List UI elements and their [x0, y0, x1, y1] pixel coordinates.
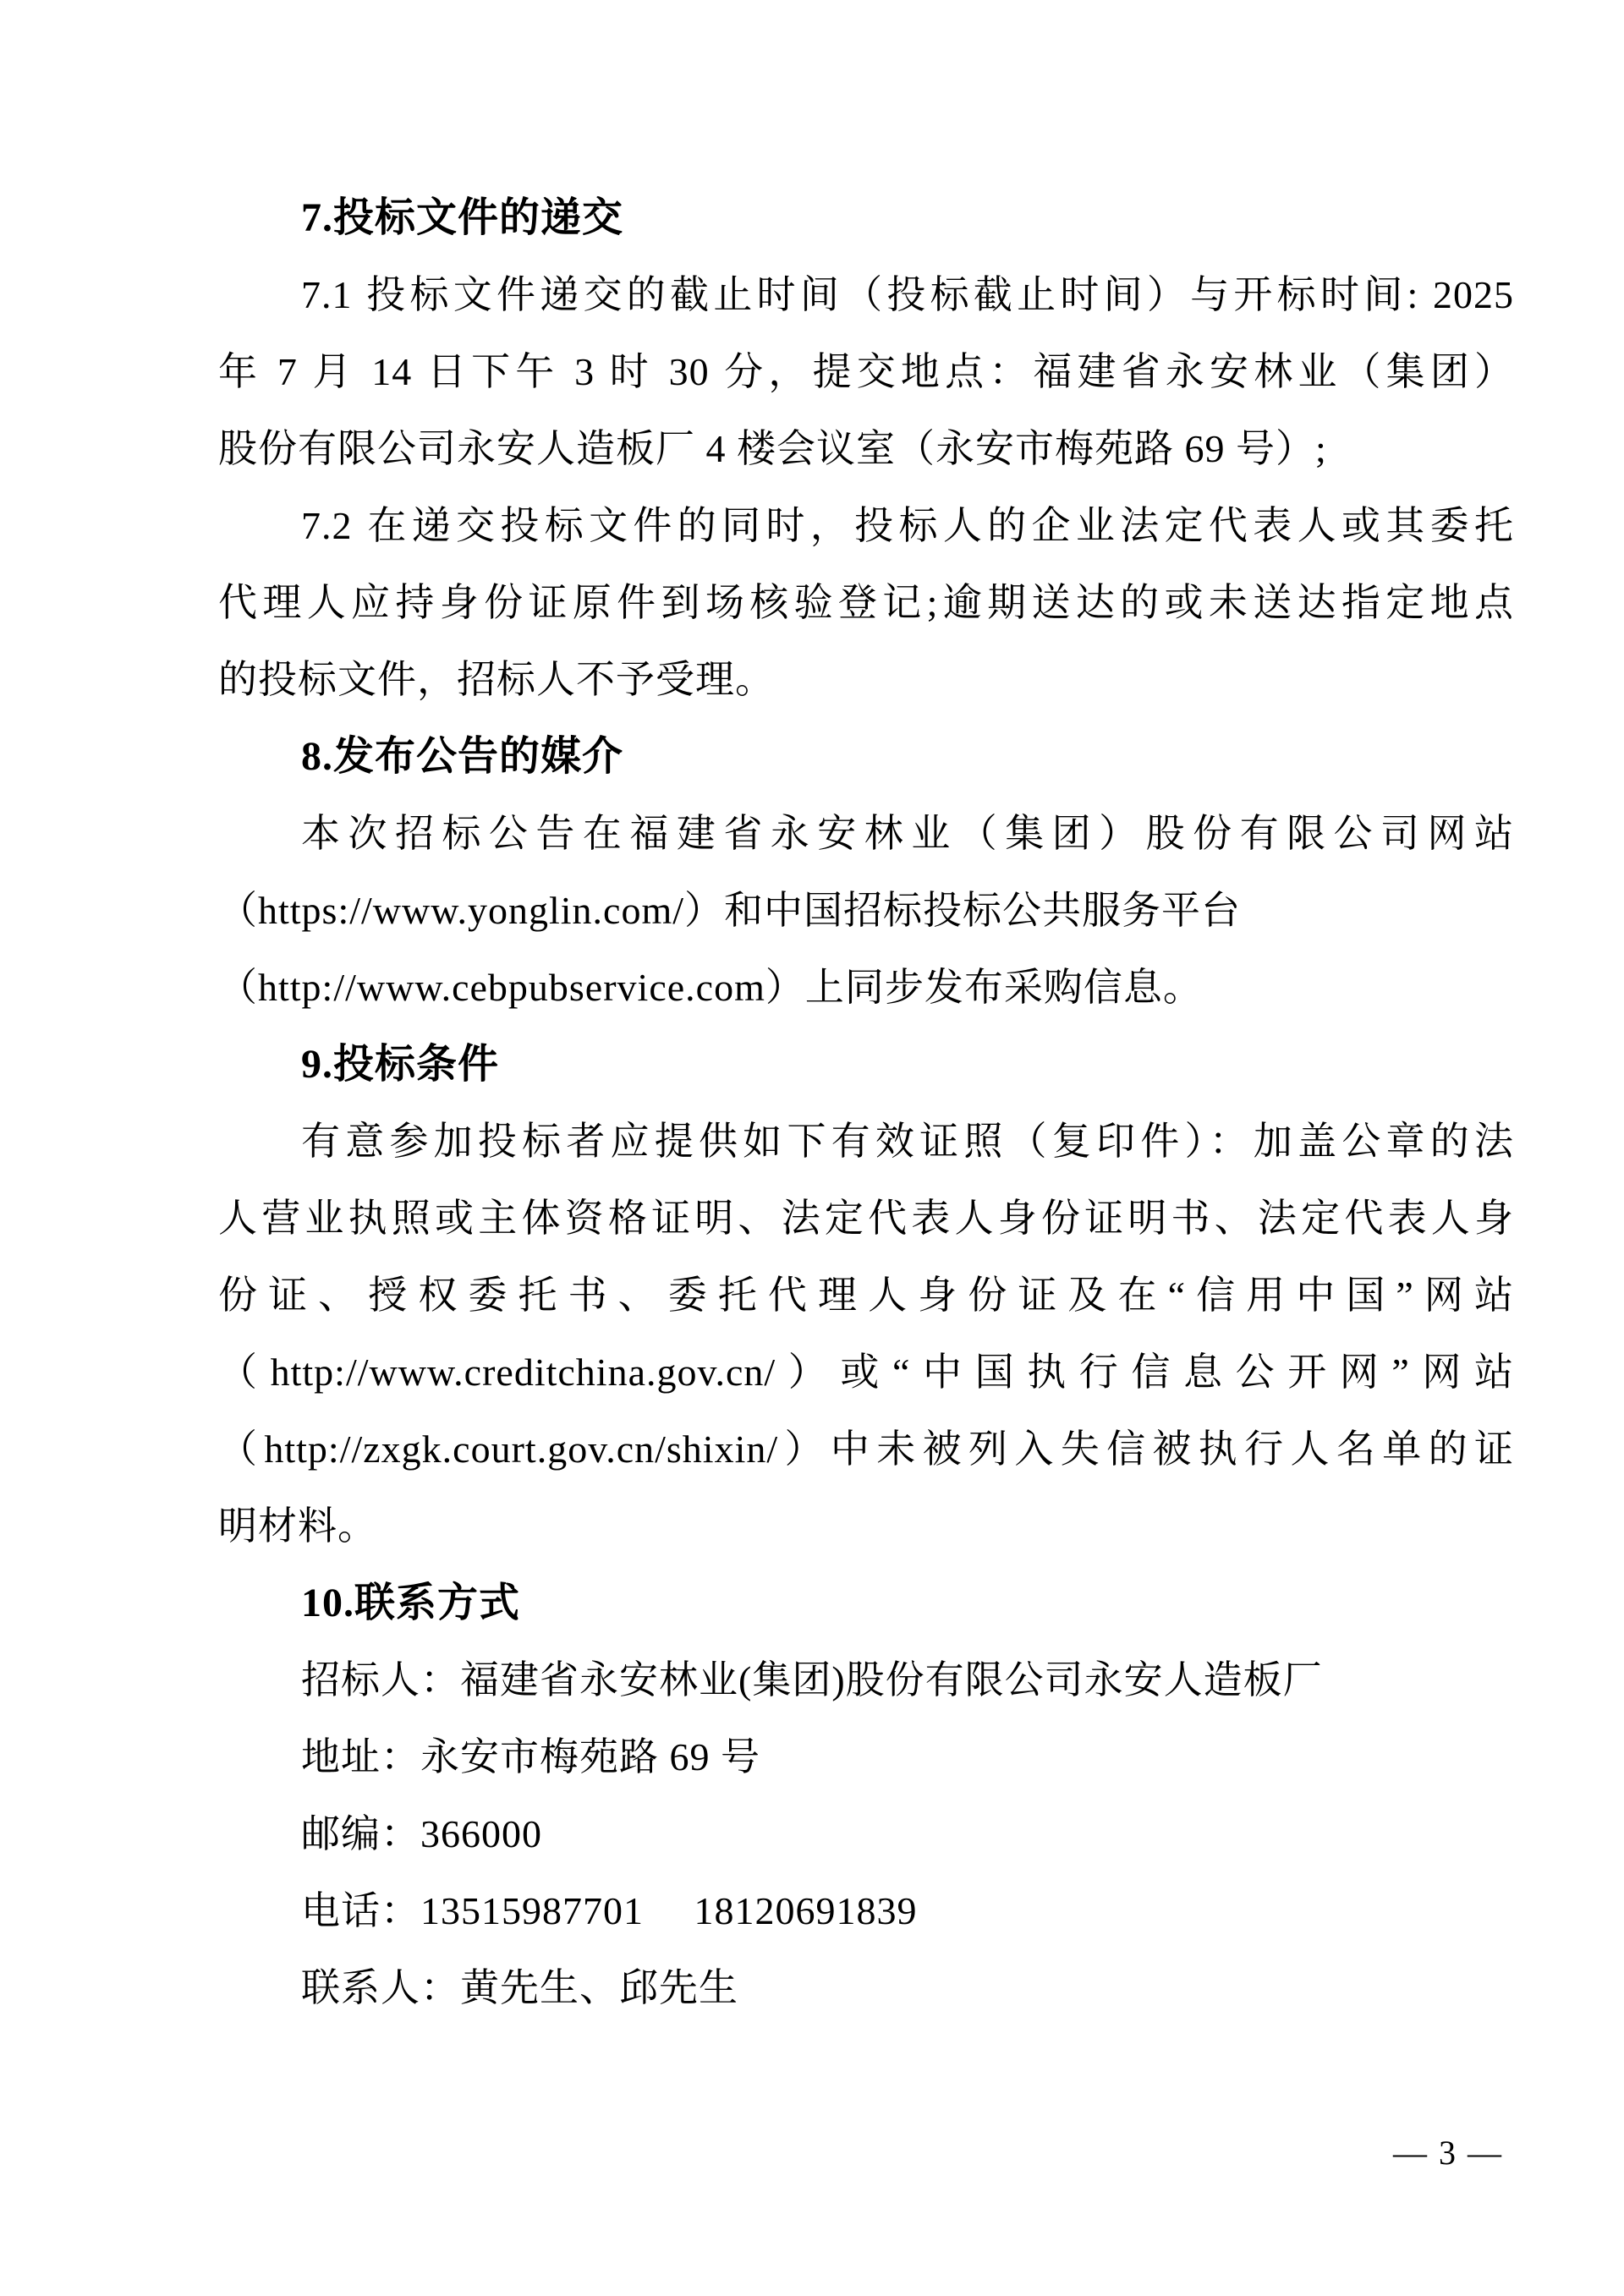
para-9-line-2: 人营业执照或主体资格证明、法定代表人身份证明书、法定代表人身 — [218, 1197, 1514, 1240]
section-8-heading: 8.发布公告的媒介 — [301, 734, 624, 779]
para-7-2-line-2: 代理人应持身份证原件到场核验登记;逾期送达的或未送达指定地点 — [218, 581, 1514, 624]
para-7-1-line-3: 股份有限公司永安人造板厂 4 楼会议室（永安市梅苑路 69 号）; — [218, 427, 1327, 470]
contact-phone-line: 电话：13515987701 18120691839 — [301, 1889, 918, 1932]
contact-address-line: 地址：永安市梅苑路 69 号 — [301, 1735, 760, 1778]
para-8-line-2-yonglin-url: （https://www.yonglin.com/）和中国招标投标公共服务平台 — [218, 889, 1242, 932]
para-9-line-5-zxgk-url: （http://zxgk.court.gov.cn/shixin/）中未被列入失信被执行人名单的证 — [218, 1427, 1514, 1471]
para-7-2-line-3: 的投标文件，招标人不予受理。 — [218, 658, 775, 701]
para-9-line-1: 有意参加投标者应提供如下有效证照（复印件）：加盖公章的法 — [301, 1120, 1514, 1163]
para-8-line-1: 本次招标公告在福建省永安林业（集团）股份有限公司网站 — [301, 812, 1514, 855]
para-9-line-4-creditchina-url: （http://www.creditchina.gov.cn/）或“中国执行信息公开网”网站 — [218, 1351, 1514, 1394]
document-body — [218, 179, 1514, 2026]
section-10-heading: 10.联系方式 — [301, 1581, 521, 1625]
para-8-line-3-cebpubservice-url: （http://www.cebpubservice.com）上同步发布采购信息。 — [218, 966, 1203, 1009]
contact-postcode-line: 邮编：366000 — [301, 1812, 542, 1855]
para-9-line-3: 份证、授权委托书、委托代理人身份证及在“信用中国”网站 — [218, 1274, 1514, 1317]
section-7-heading: 7.投标文件的递交 — [301, 195, 624, 240]
section-9-heading: 9.投标条件 — [301, 1042, 500, 1087]
para-7-1-line-1: 7.1 投标文件递交的截止时间（投标截止时间）与开标时间: 2025 — [301, 273, 1514, 316]
para-9-line-6: 明材料。 — [218, 1504, 377, 1548]
contact-tenderer-line: 招标人：福建省永安林业(集团)股份有限公司永安人造板厂 — [301, 1658, 1323, 1701]
para-7-1-line-2: 年 7 月 14 日下午 3 时 30 分，提交地点：福建省永安林业（集团） — [218, 350, 1514, 393]
para-7-2-line-1: 7.2 在递交投标文件的同时，投标人的企业法定代表人或其委托 — [301, 504, 1514, 547]
contact-person-line: 联系人：黄先生、邱先生 — [301, 1966, 738, 2009]
page-number: — 3 — — [1393, 2134, 1503, 2172]
